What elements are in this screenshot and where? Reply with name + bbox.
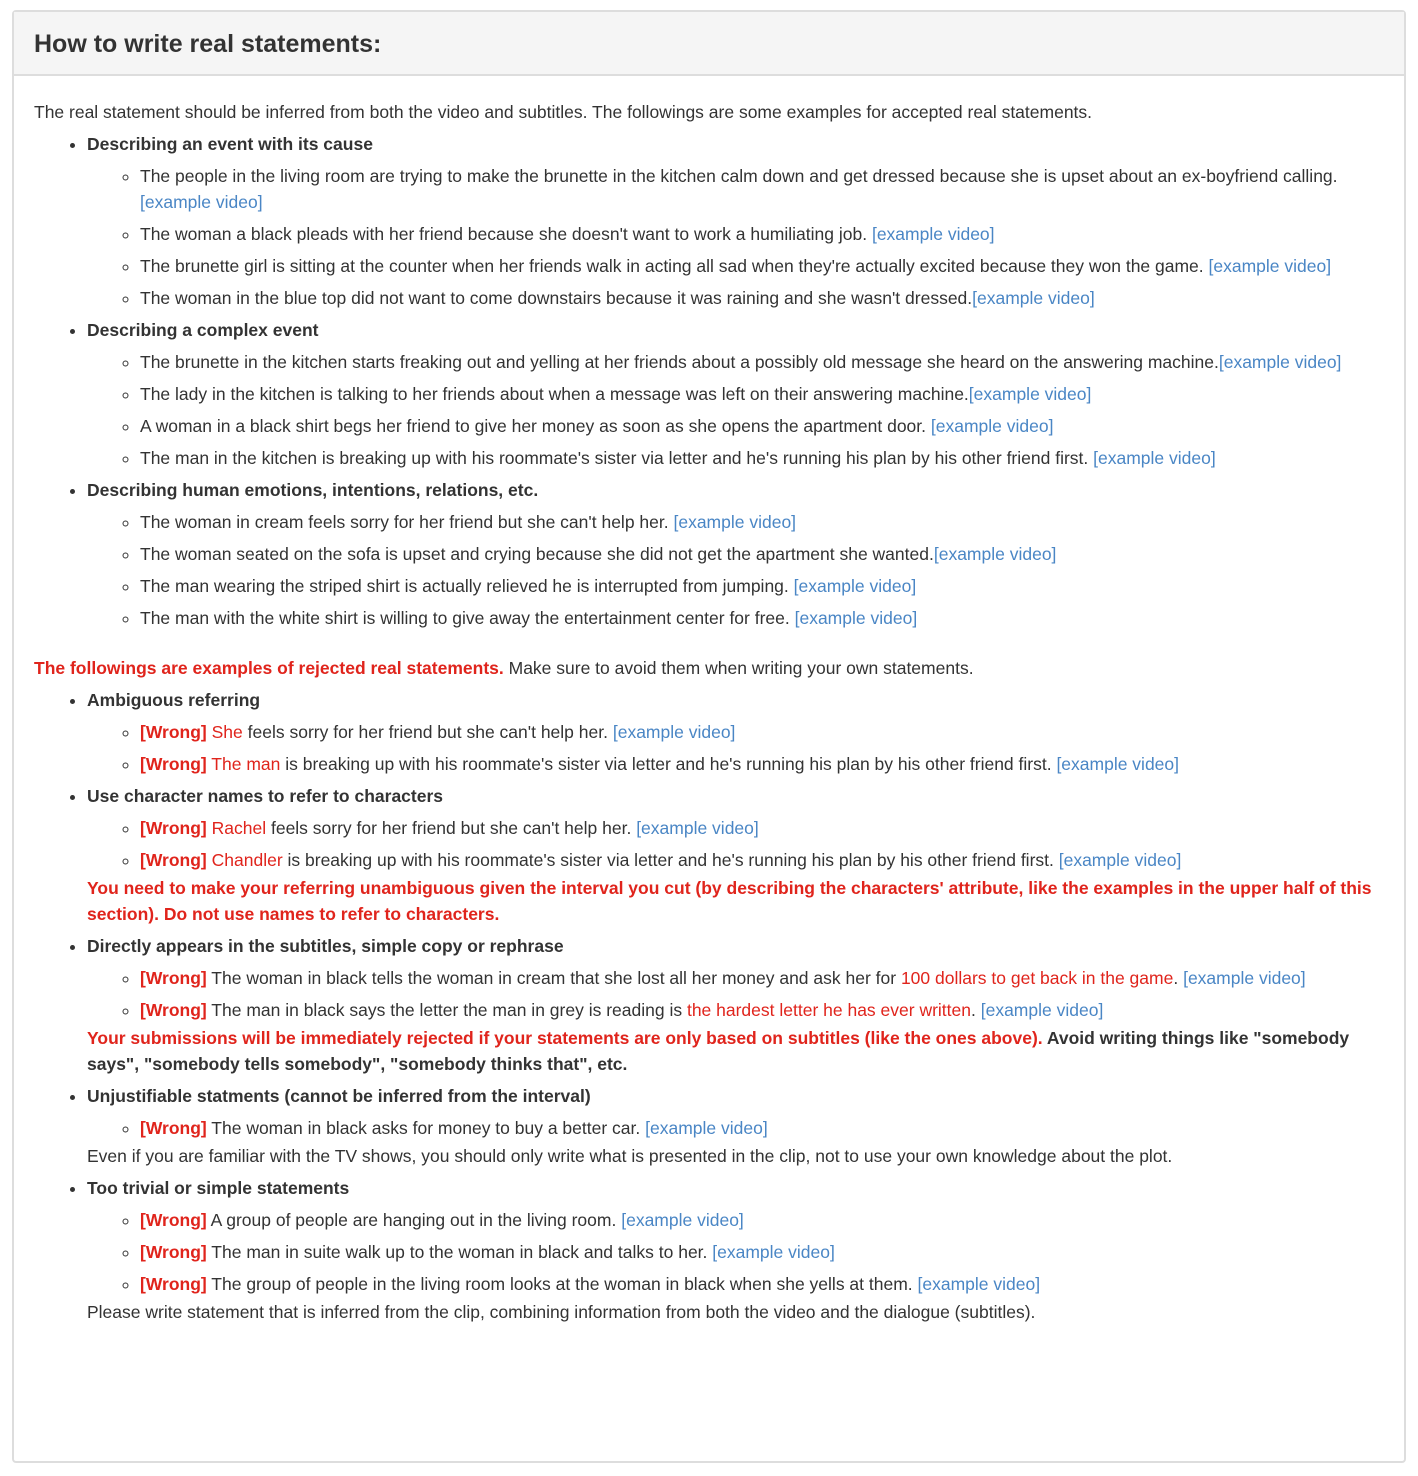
example-video-link[interactable]: [example video] — [140, 192, 263, 212]
list-item — [140, 965, 1384, 991]
example-video-link[interactable]: [example video] — [612, 722, 736, 742]
example-text: The lady in the kitchen is talking to her friends about when a message was left on their answering machine. — [140, 384, 969, 404]
example-text: The man wearing the striped shirt is actually relieved he is interrupted from jumping. — [140, 576, 794, 596]
example-video-link[interactable]: [example video] — [673, 512, 797, 532]
example-video-link[interactable]: [example video] — [621, 1210, 744, 1230]
accepted-category — [87, 477, 1384, 631]
rejected-category — [87, 1175, 1384, 1325]
example-video-link[interactable]: [example video] — [968, 384, 1092, 404]
rejected-list — [34, 687, 1384, 1325]
category-title: Describing a complex event — [87, 320, 319, 340]
page-title: How to write real statements: — [34, 30, 382, 58]
category-title: Ambiguous referring — [87, 690, 261, 710]
list-item — [140, 221, 1384, 247]
list-item — [140, 1239, 1384, 1265]
example-video-link[interactable]: [example video] — [917, 1274, 1041, 1294]
wrong-tag: [Wrong] — [140, 850, 207, 870]
list-item — [140, 381, 1384, 407]
rejected-intro — [34, 655, 1384, 681]
example-video-link[interactable]: [example video] — [645, 1118, 768, 1138]
example-video-link[interactable]: [example video] — [1058, 850, 1182, 870]
list-item — [140, 719, 1384, 745]
wrong-tag: [Wrong] — [140, 818, 207, 838]
example-video-link[interactable]: [example video] — [1056, 754, 1180, 774]
example-text: The brunette girl is sitting at the counter when her friends walk in acting all sad when they're actually excited because they won the game. — [140, 256, 1209, 276]
example-text: A group of people are hanging out in the living room. — [206, 1210, 622, 1230]
list-item — [140, 163, 1384, 215]
example-text: . — [971, 1000, 981, 1020]
wrong-tag: [Wrong] — [140, 968, 207, 988]
rejected-category — [87, 783, 1384, 927]
panel-body — [14, 76, 1404, 1325]
example-video-link[interactable]: [example video] — [871, 224, 995, 244]
rejected-intro-text: Make sure to avoid them when writing your own statements. — [503, 658, 974, 678]
list-item — [140, 751, 1384, 777]
wrong-tag: [Wrong] — [140, 1210, 207, 1230]
list-item — [140, 847, 1384, 873]
example-text: The woman in the blue top did not want to come downstairs because it was raining and she wasn't dressed. — [140, 288, 973, 308]
intro-text: The real statement should be inferred from both the video and subtitles. The followings are some examples for accepted real statements. — [34, 102, 1093, 122]
list-item — [140, 1115, 1384, 1141]
example-text: The man in the kitchen is breaking up with his roommate's sister via letter and he's running his plan by his other friend first. — [140, 448, 1094, 468]
example-text: The people in the living room are trying to make the brunette in the kitchen calm down and get dressed because she is upset about an ex-boyfriend calling. — [140, 166, 1338, 186]
example-video-link[interactable]: [example video] — [930, 416, 1054, 436]
wrong-tag: [Wrong] — [140, 1000, 207, 1020]
example-video-link[interactable]: [example video] — [1218, 352, 1342, 372]
example-text: feels sorry for her friend but she can't help her. — [242, 722, 613, 742]
highlight-text: The man — [211, 754, 281, 774]
example-video-link[interactable]: [example video] — [794, 608, 918, 628]
list-item — [140, 253, 1384, 279]
wrong-tag: [Wrong] — [140, 722, 207, 742]
accepted-category — [87, 317, 1384, 471]
list-item — [140, 815, 1384, 841]
example-text: The man in black says the letter the man in grey is reading is — [206, 1000, 687, 1020]
trivial-note: Please write statement that is inferred from the clip, combining information from both the video and the dialogue (subtitles). — [87, 1302, 1036, 1322]
list-item — [140, 1207, 1384, 1233]
example-video-link[interactable]: [example video] — [1183, 968, 1306, 988]
example-text: The woman a black pleads with her friend because she doesn't want to work a humiliating job. — [140, 224, 872, 244]
rejected-category — [87, 1083, 1384, 1169]
category-title: Use character names to refer to characters — [87, 786, 444, 806]
wrong-tag: [Wrong] — [140, 1118, 207, 1138]
example-text: The woman in cream feels sorry for her friend but she can't help her. — [140, 512, 674, 532]
subtitles-warning — [87, 1025, 1384, 1077]
names-warning: You need to make your referring unambiguous given the interval you cut (by describing the characters' attribute, like the examples in the upper half of this section). Do not use names to refer to characters. — [87, 878, 1372, 924]
list-item — [140, 541, 1384, 567]
example-text: The man in suite walk up to the woman in black and talks to her. — [206, 1242, 713, 1262]
accepted-list — [34, 131, 1384, 631]
rejected-category — [87, 687, 1384, 777]
example-video-link[interactable]: [example video] — [933, 544, 1057, 564]
example-text: The brunette in the kitchen starts freaking out and yelling at her friends about a possibly old message she heard on the answering machine. — [140, 352, 1219, 372]
wrong-tag: [Wrong] — [140, 1242, 207, 1262]
highlight-text: the hardest letter he has ever written — [686, 1000, 971, 1020]
highlight-text: 100 dollars to get back in the game — [900, 968, 1174, 988]
list-item — [140, 997, 1384, 1023]
category-title: Too trivial or simple statements — [87, 1178, 350, 1198]
example-video-link[interactable]: [example video] — [1208, 256, 1332, 276]
highlight-text: Chandler — [211, 850, 283, 870]
list-item — [140, 1271, 1384, 1297]
instructions-panel — [12, 10, 1406, 1463]
list-item — [140, 285, 1384, 311]
example-text: A woman in a black shirt begs her friend to give her money as soon as she opens the apartment door. — [140, 416, 931, 436]
wrong-tag: [Wrong] — [140, 1274, 207, 1294]
list-item — [140, 573, 1384, 599]
rejected-intro-warning: The followings are examples of rejected real statements. — [34, 658, 504, 678]
example-text: The woman in black tells the woman in cream that she lost all her money and ask her for — [206, 968, 901, 988]
highlight-text: Rachel — [211, 818, 267, 838]
example-video-link[interactable]: [example video] — [793, 576, 917, 596]
list-item — [140, 413, 1384, 439]
wrong-tag: [Wrong] — [140, 754, 207, 774]
list-item — [140, 605, 1384, 631]
unjustifiable-note: Even if you are familiar with the TV shows, you should only write what is presented in the clip, not to use your own knowledge about the plot. — [87, 1146, 1173, 1166]
subtitles-warning-text: Avoid writing things like "somebody says", "somebody tells somebody", "somebody thinks that", etc. — [87, 1028, 1350, 1074]
example-video-link[interactable]: [example video] — [712, 1242, 835, 1262]
rejected-category — [87, 933, 1384, 1077]
list-item — [140, 445, 1384, 471]
category-title: Unjustifiable statments (cannot be inferred from the interval) — [87, 1086, 591, 1106]
example-text: is breaking up with his roommate's sister via letter and he's running his plan by his other friend first. — [280, 754, 1057, 774]
panel-heading — [14, 12, 1404, 76]
example-text: The woman seated on the sofa is upset and crying because she did not get the apartment she wanted. — [140, 544, 934, 564]
example-video-link[interactable]: [example video] — [972, 288, 1095, 308]
category-title: Describing an event with its cause — [87, 134, 373, 154]
list-item — [140, 349, 1384, 375]
example-text: The man with the white shirt is willing to give away the entertainment center for free. — [140, 608, 795, 628]
example-text: is breaking up with his roommate's sister via letter and he's running his plan by his other friend first. — [282, 850, 1059, 870]
example-text: feels sorry for her friend but she can't help her. — [266, 818, 637, 838]
example-video-link[interactable]: [example video] — [980, 1000, 1104, 1020]
example-text: . — [1173, 968, 1184, 988]
accepted-category — [87, 131, 1384, 311]
highlight-text: She — [211, 722, 243, 742]
subtitles-warning-red: Your submissions will be immediately rejected if your statements are only based on subtitles (like the ones above). — [87, 1028, 1043, 1048]
category-title: Directly appears in the subtitles, simple copy or rephrase — [87, 936, 564, 956]
example-video-link[interactable]: [example video] — [636, 818, 759, 838]
example-video-link[interactable]: [example video] — [1093, 448, 1216, 468]
example-text: The woman in black asks for money to buy a better car. — [206, 1118, 646, 1138]
list-item — [140, 509, 1384, 535]
category-title: Describing human emotions, intentions, relations, etc. — [87, 480, 539, 500]
example-text: The group of people in the living room looks at the woman in black when she yells at them. — [206, 1274, 918, 1294]
